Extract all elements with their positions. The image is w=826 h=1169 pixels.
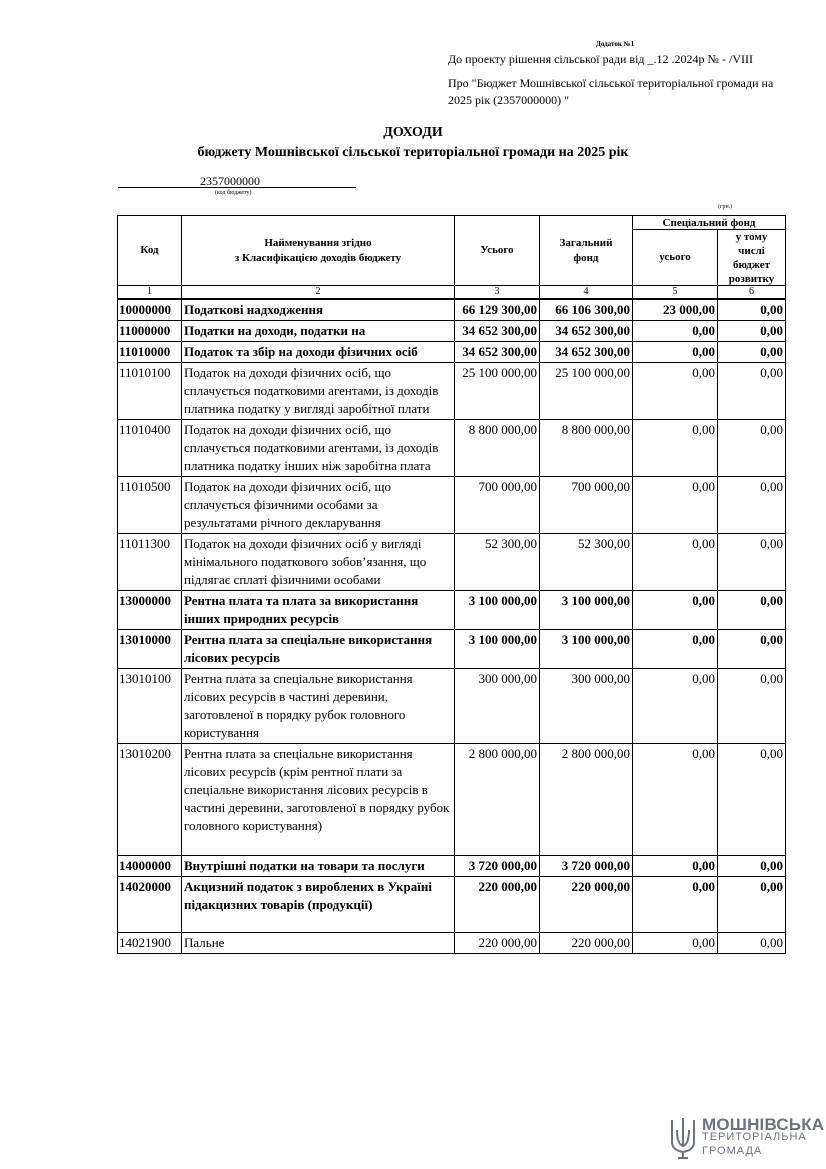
row-name: Податок на доходи фізичних осіб у вигляді мінімального податкового зобов’язання, що підлягає сплаті фізичними особами — [182, 534, 455, 591]
row-total: 300 000,00 — [455, 669, 540, 744]
row-development: 0,00 — [718, 877, 786, 933]
row-name: Пальне — [182, 933, 455, 954]
income-table — [117, 215, 786, 954]
row-name — [182, 321, 455, 342]
row-name: Податок на доходи фізичних осіб, що сплачується фізичними особами за результатами річного декларування — [182, 477, 455, 534]
row-code: 11010400 — [118, 420, 182, 477]
trident-icon — [668, 1116, 698, 1165]
row-general: 8 800 000,00 — [540, 420, 633, 477]
logo-name: МОШНІВСЬКА — [702, 1115, 825, 1134]
table-row — [118, 363, 786, 420]
header-name — [182, 216, 455, 286]
row-total: 700 000,00 — [455, 477, 540, 534]
row-name: Рентна плата за спеціальне використання лісових ресурсів в частині деревини, заготовленої в порядку рубок головного користування — [182, 669, 455, 744]
row-total: 66 129 300,00 — [455, 299, 540, 321]
row-development: 0,00 — [718, 363, 786, 420]
row-special: 0,00 — [633, 477, 718, 534]
table-row — [118, 420, 786, 477]
row-development: 0,00 — [718, 933, 786, 954]
row-name: Податок на доходи фізичних осіб, що сплачується податковими агентами, із доходів платника податку у вигляді заробітної плати — [182, 363, 455, 420]
column-number: 2 — [182, 286, 455, 300]
header-general-line2: фонд — [573, 251, 599, 264]
column-number: 5 — [633, 286, 718, 300]
row-total: 8 800 000,00 — [455, 420, 540, 477]
column-number: 6 — [718, 286, 786, 300]
row-development: 0,00 — [718, 534, 786, 591]
row-total: 34 652 300,00 — [455, 342, 540, 363]
row-general: 3 100 000,00 — [540, 630, 633, 669]
table-row — [118, 321, 786, 342]
row-general: 3 720 000,00 — [540, 856, 633, 877]
table-row — [118, 669, 786, 744]
row-special: 0,00 — [633, 877, 718, 933]
row-special: 0,00 — [633, 669, 718, 744]
row-special: 0,00 — [633, 933, 718, 954]
row-total: 2 800 000,00 — [455, 744, 540, 856]
row-special: 0,00 — [633, 630, 718, 669]
table-row — [118, 299, 786, 321]
header-dev-line3: бюджет — [733, 259, 770, 271]
row-total: 34 652 300,00 — [455, 321, 540, 342]
column-number: 1 — [118, 286, 182, 300]
row-code: 11000000 — [118, 321, 182, 342]
header-special-total: усього — [633, 230, 718, 286]
row-code: 13000000 — [118, 591, 182, 630]
currency-units: (грн.) — [718, 204, 733, 210]
header-general-line1: Загальний — [559, 236, 613, 249]
row-general: 220 000,00 — [540, 933, 633, 954]
row-name: Податкові надходження — [182, 299, 455, 321]
row-code: 14020000 — [118, 877, 182, 933]
table-row — [118, 534, 786, 591]
annex-about: Про "Бюджет Мошнівської сільської територіальної громади на 2025 рік (2357000000) " — [448, 76, 774, 107]
row-development: 0,00 — [718, 591, 786, 630]
row-general: 34 652 300,00 — [540, 321, 633, 342]
row-total: 25 100 000,00 — [455, 363, 540, 420]
document-subtitle: бюджету Мошнівської сільської територіальної громади на 2025 рік — [197, 145, 629, 160]
row-development: 0,00 — [718, 299, 786, 321]
header-special-fund: Спеціальний фонд — [633, 216, 786, 230]
document-title: ДОХОДИ — [383, 125, 443, 140]
row-development: 0,00 — [718, 856, 786, 877]
row-special: 0,00 — [633, 856, 718, 877]
table-row — [118, 342, 786, 363]
row-code: 14000000 — [118, 856, 182, 877]
row-general: 220 000,00 — [540, 877, 633, 933]
row-development: 0,00 — [718, 669, 786, 744]
row-name: Рентна плата та плата за використання інших природних ресурсів — [182, 591, 455, 630]
row-code: 14021900 — [118, 933, 182, 954]
header-general-fund — [540, 216, 633, 286]
table-row — [118, 933, 786, 954]
row-total: 3 100 000,00 — [455, 591, 540, 630]
table-row — [118, 877, 786, 933]
row-name-text: Податки на доходи, податки на — [184, 323, 366, 338]
header-total: Усього — [455, 216, 540, 286]
row-special: 0,00 — [633, 363, 718, 420]
budget-code: 2357000000 — [200, 174, 260, 188]
header-dev-line4: розвитку — [728, 273, 775, 285]
header-dev-line2: числі — [738, 245, 765, 257]
row-code: 10000000 — [118, 299, 182, 321]
row-development: 0,00 — [718, 420, 786, 477]
table-row — [118, 591, 786, 630]
row-total: 3 100 000,00 — [455, 630, 540, 669]
row-code: 13010100 — [118, 669, 182, 744]
row-total: 220 000,00 — [455, 933, 540, 954]
row-name: Внутрішні податки на товари та послуги — [182, 856, 455, 877]
row-name: Податок та збір на доходи фізичних осіб — [182, 342, 455, 363]
row-general: 66 106 300,00 — [540, 299, 633, 321]
budget-code-underline — [118, 187, 356, 188]
row-code: 13010200 — [118, 744, 182, 856]
row-code: 11010100 — [118, 363, 182, 420]
row-code: 11010500 — [118, 477, 182, 534]
row-name: Рентна плата за спеціальне використання лісових ресурсів — [182, 630, 455, 669]
row-general: 25 100 000,00 — [540, 363, 633, 420]
row-general: 700 000,00 — [540, 477, 633, 534]
budget-code-caption: (код бюджету) — [215, 190, 252, 196]
row-general: 2 800 000,00 — [540, 744, 633, 856]
table-row — [118, 744, 786, 856]
row-special: 0,00 — [633, 420, 718, 477]
logo-subtitle-2: ГРОМАДА — [702, 1145, 763, 1157]
row-general: 34 652 300,00 — [540, 342, 633, 363]
row-general: 3 100 000,00 — [540, 591, 633, 630]
row-general: 300 000,00 — [540, 669, 633, 744]
annex-reference: До проекту рішення сільської ради від _.12 .2024р № - /VIII — [448, 52, 753, 66]
row-development: 0,00 — [718, 744, 786, 856]
row-name: Рентна плата за спеціальне використання лісових ресурсів (крім рентної плати за спеціальне використання лісових ресурсів в частині деревини, заготовленої в порядку рубок головного користування) — [182, 744, 455, 856]
row-development: 0,00 — [718, 342, 786, 363]
table-row — [118, 630, 786, 669]
row-special: 0,00 — [633, 534, 718, 591]
logo-subtitle-1: ТЕРИТОРІАЛЬНА — [702, 1131, 807, 1143]
column-number: 4 — [540, 286, 633, 300]
header-development-budget — [718, 230, 786, 286]
row-special: 0,00 — [633, 591, 718, 630]
row-special: 0,00 — [633, 744, 718, 856]
column-number: 3 — [455, 286, 540, 300]
header-name-line2: з Класифікацією доходів бюджету — [234, 251, 402, 264]
header-dev-line1: у тому — [735, 231, 768, 243]
annex-number: Додаток №1 — [596, 40, 635, 48]
row-total: 3 720 000,00 — [455, 856, 540, 877]
row-total: 220 000,00 — [455, 877, 540, 933]
table-row — [118, 477, 786, 534]
row-total: 52 300,00 — [455, 534, 540, 591]
row-development: 0,00 — [718, 321, 786, 342]
row-code: 11010000 — [118, 342, 182, 363]
header-code: Код — [118, 216, 182, 286]
row-code: 11011300 — [118, 534, 182, 591]
row-general: 52 300,00 — [540, 534, 633, 591]
row-development: 0,00 — [718, 477, 786, 534]
row-development: 0,00 — [718, 630, 786, 669]
column-numbers-row — [118, 286, 786, 300]
row-special: 0,00 — [633, 321, 718, 342]
row-name: Акцизний податок з вироблених в Україні підакцизних товарів (продукції) — [182, 877, 455, 933]
table-row — [118, 856, 786, 877]
row-name: Податок на доходи фізичних осіб, що сплачується податковими агентами, із доходів платника податку інших ніж заробітна плата — [182, 420, 455, 477]
row-code: 13010000 — [118, 630, 182, 669]
row-special: 23 000,00 — [633, 299, 718, 321]
row-special: 0,00 — [633, 342, 718, 363]
header-name-line1: Найменування згідно — [264, 236, 372, 249]
